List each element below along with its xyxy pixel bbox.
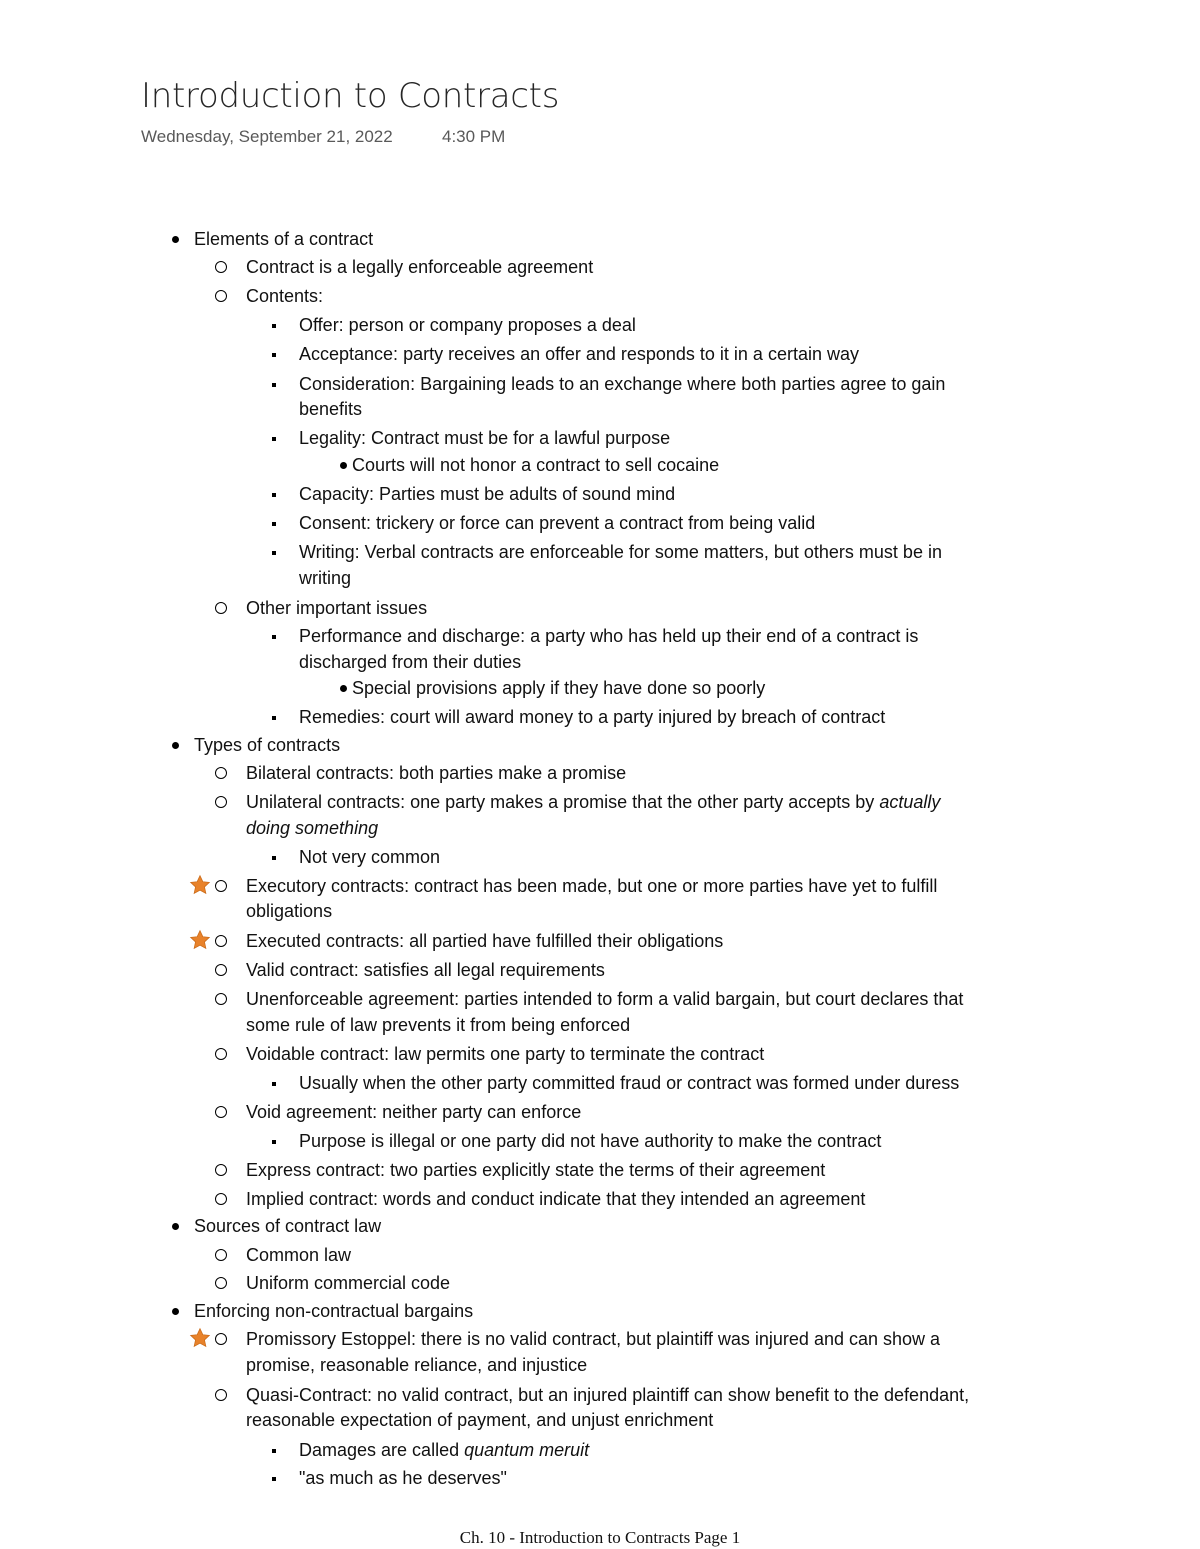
list-item-label: Sources of contract law — [194, 1216, 382, 1236]
list-item-label: Purpose is illegal or one party did not have authority to make the contract — [299, 1131, 882, 1151]
square-bullet-icon — [272, 437, 276, 441]
list-item-text — [246, 1186, 865, 1212]
list-item-text — [299, 704, 885, 730]
circle-bullet-icon — [215, 1389, 227, 1401]
list-item-text — [194, 732, 340, 758]
list-item-label: promise, reasonable reliance, and injustice — [246, 1355, 588, 1375]
list-item-text — [246, 254, 593, 280]
square-bullet-icon — [272, 353, 276, 357]
list-item-text — [299, 341, 859, 367]
list-item-text — [246, 1242, 351, 1268]
list-item-label: some rule of law prevents it from being enforced — [246, 1015, 631, 1035]
list-item-text — [299, 396, 362, 422]
circle-bullet-icon — [215, 290, 227, 302]
list-item-text — [352, 675, 765, 701]
square-bullet-icon — [272, 522, 276, 526]
list-item-label: Types of contracts — [194, 735, 341, 755]
list-item-label: Quasi-Contract: no valid contract, but an injured plaintiff can show benefit to the defendant, — [246, 1385, 970, 1405]
circle-bullet-icon — [215, 1249, 227, 1261]
list-item-label: Unilateral contracts: one party makes a promise that the other party accepts by — [246, 792, 880, 812]
square-bullet-icon — [272, 1082, 276, 1086]
circle-bullet-icon — [215, 1106, 227, 1118]
list-item-label: discharged from their duties — [299, 652, 522, 672]
circle-bullet-icon — [215, 1277, 227, 1289]
list-item-label: Enforcing non-contractual bargains — [194, 1301, 474, 1321]
list-item-text — [194, 226, 373, 252]
list-item-label: Performance and discharge: a party who has held up their end of a contract is — [299, 626, 919, 646]
page-date: Wednesday, September 21, 2022 — [141, 127, 393, 146]
list-item-text — [299, 623, 918, 649]
circle-bullet-icon — [215, 964, 227, 976]
list-item-text — [299, 481, 675, 507]
disc-bullet-icon — [340, 685, 347, 692]
list-item-text — [246, 815, 378, 841]
circle-bullet-icon — [215, 767, 227, 779]
list-item-text — [299, 1070, 959, 1096]
list-item-label: Remedies: court will award money to a party injured by breach of contract — [299, 707, 886, 727]
list-item-text — [299, 510, 815, 536]
list-item-label: Voidable contract: law permits one party to terminate the contract — [246, 1044, 765, 1064]
list-item-text — [299, 1437, 589, 1463]
disc-bullet-icon — [172, 1308, 179, 1315]
list-item-label: Common law — [246, 1245, 352, 1265]
list-item-text — [246, 1012, 630, 1038]
list-item-label: Not very common — [299, 847, 441, 867]
circle-bullet-icon — [215, 1048, 227, 1060]
list-item-label: Courts will not honor a contract to sell cocaine — [352, 455, 720, 475]
list-item-label: Bilateral contracts: both parties make a promise — [246, 763, 627, 783]
list-item-label: Unenforceable agreement: parties intended to form a valid bargain, but court declares that — [246, 989, 964, 1009]
list-item-text — [194, 1298, 473, 1324]
list-item-text — [299, 649, 521, 675]
page-time: 4:30 PM — [442, 127, 506, 146]
list-item-text — [246, 1326, 940, 1352]
list-item-text — [194, 1213, 381, 1239]
list-item-text — [299, 539, 942, 565]
list-item-label: Other important issues — [246, 598, 428, 618]
list-item-label: Acceptance: party receives an offer and responds to it in a certain way — [299, 344, 859, 364]
list-item-text — [299, 425, 670, 451]
circle-bullet-icon — [215, 261, 227, 273]
list-item-label: Writing: Verbal contracts are enforceable for some matters, but others must be in — [299, 542, 942, 562]
list-item-label: Implied contract: words and conduct indicate that they intended an agreement — [246, 1189, 866, 1209]
star-icon — [189, 874, 211, 896]
emphasized-text: quantum meruit — [464, 1440, 590, 1460]
circle-bullet-icon — [215, 796, 227, 808]
list-item-text — [246, 928, 723, 954]
list-item-label: benefits — [299, 399, 363, 419]
square-bullet-icon — [272, 716, 276, 720]
list-item-text — [246, 873, 937, 899]
list-item-text — [246, 1157, 825, 1183]
circle-bullet-icon — [215, 1333, 227, 1345]
list-item-text — [246, 1099, 581, 1125]
list-item-text — [246, 1270, 450, 1296]
list-item-text — [299, 312, 636, 338]
list-item-label: Consideration: Bargaining leads to an exchange where both parties agree to gain — [299, 374, 946, 394]
circle-bullet-icon — [215, 880, 227, 892]
star-icon — [189, 1327, 211, 1349]
page-footer — [0, 1528, 1200, 1548]
list-item-text — [299, 371, 945, 397]
list-item-text — [246, 760, 626, 786]
circle-bullet-icon — [215, 1164, 227, 1176]
square-bullet-icon — [272, 1140, 276, 1144]
footer-text: Ch. 10 - Introduction to Contracts Page 1 — [459, 1528, 741, 1547]
list-item-text — [246, 1382, 969, 1408]
emphasized-text: actually — [879, 792, 941, 812]
list-item-label: Uniform commercial code — [246, 1273, 451, 1293]
disc-bullet-icon — [172, 236, 179, 243]
square-bullet-icon — [272, 1477, 276, 1481]
list-item-label: Capacity: Parties must be adults of sound mind — [299, 484, 676, 504]
square-bullet-icon — [272, 383, 276, 387]
circle-bullet-icon — [215, 993, 227, 1005]
square-bullet-icon — [272, 324, 276, 328]
page-title: Introduction to Contracts — [141, 76, 560, 116]
list-item-text — [246, 283, 323, 309]
list-item-label: Express contract: two parties explicitly state the terms of their agreement — [246, 1160, 826, 1180]
list-item-text — [299, 1465, 507, 1491]
list-item-text — [246, 898, 332, 924]
list-item-text — [246, 986, 963, 1012]
list-item-label: Damages are called — [299, 1440, 465, 1460]
list-item-label: Executory contracts: contract has been made, but one or more parties have yet to fulfill — [246, 876, 938, 896]
star-icon — [189, 929, 211, 951]
list-item-label: Contract is a legally enforceable agreement — [246, 257, 594, 277]
square-bullet-icon — [272, 493, 276, 497]
square-bullet-icon — [272, 1449, 276, 1453]
list-item-label: Executed contracts: all partied have fulfilled their obligations — [246, 931, 724, 951]
list-item-label: reasonable expectation of payment, and unjust enrichment — [246, 1410, 714, 1430]
disc-bullet-icon — [172, 1223, 179, 1230]
circle-bullet-icon — [215, 935, 227, 947]
list-item-label: Elements of a contract — [194, 229, 374, 249]
list-item-text — [246, 1041, 764, 1067]
list-item-text — [246, 595, 427, 621]
list-item-label: Special provisions apply if they have done so poorly — [352, 678, 766, 698]
list-item-label: writing — [299, 568, 352, 588]
list-item-label: Promissory Estoppel: there is no valid contract, but plaintiff was injured and can show a — [246, 1329, 941, 1349]
list-item-label: obligations — [246, 901, 333, 921]
circle-bullet-icon — [215, 602, 227, 614]
list-item-label: Contents: — [246, 286, 324, 306]
list-item-text — [299, 844, 440, 870]
list-item-text — [246, 1352, 587, 1378]
disc-bullet-icon — [340, 462, 347, 469]
emphasized-text: doing something — [246, 818, 379, 838]
list-item-label: Legality: Contract must be for a lawful purpose — [299, 428, 671, 448]
list-item-label: Valid contract: satisfies all legal requirements — [246, 960, 605, 980]
square-bullet-icon — [272, 635, 276, 639]
list-item-text — [299, 565, 351, 591]
disc-bullet-icon — [172, 742, 179, 749]
list-item-text — [246, 789, 940, 815]
list-item-text — [246, 957, 605, 983]
list-item-text — [246, 1407, 713, 1433]
list-item-label: Offer: person or company proposes a deal — [299, 315, 636, 335]
list-item-text — [352, 452, 719, 478]
list-item-label: Consent: trickery or force can prevent a contract from being valid — [299, 513, 816, 533]
square-bullet-icon — [272, 856, 276, 860]
list-item-label: "as much as he deserves" — [299, 1468, 507, 1488]
square-bullet-icon — [272, 551, 276, 555]
circle-bullet-icon — [215, 1193, 227, 1205]
list-item-label: Usually when the other party committed fraud or contract was formed under duress — [299, 1073, 960, 1093]
list-item-label: Void agreement: neither party can enforce — [246, 1102, 582, 1122]
list-item-text — [299, 1128, 881, 1154]
